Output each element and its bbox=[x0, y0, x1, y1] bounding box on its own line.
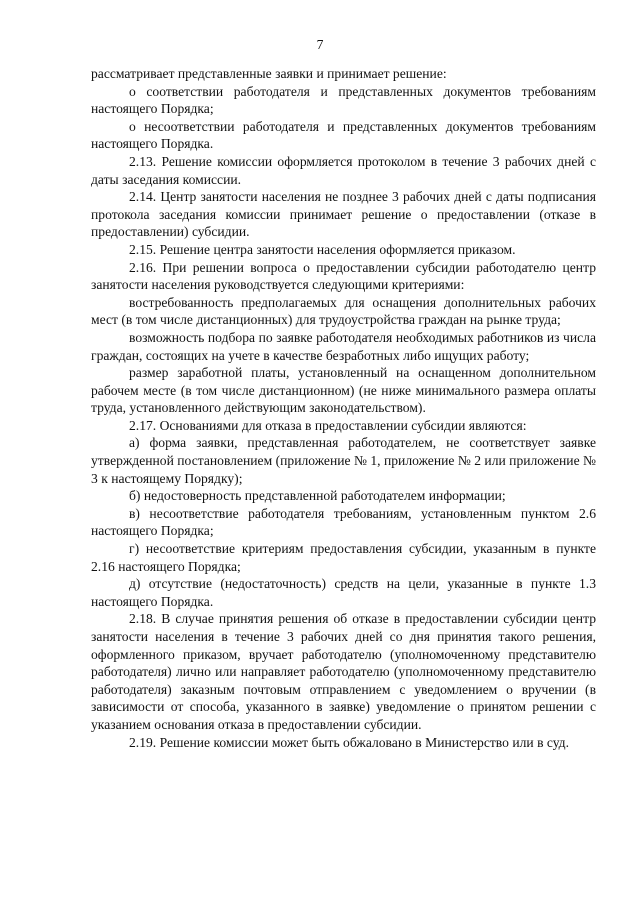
paragraph: 2.18. В случае принятия решения об отказе в предоставлении субсидии центр занятости населения в течение 3 рабочих дней со дня принятия такого решения, оформленного приказом, вручает работодателю (уполномоченному представителю работодателя) лично или направляет работодателю (уполномоченному представителю работодателя) заказным почтовым отправлением с уведомлением о вручении (в зависимости от способа, указанного в заявке) уведомление о принятом решении с указанием основания отказа в предоставлении субсидии. bbox=[91, 611, 596, 732]
paragraph: о соответствии работодателя и представленных документов требованиям настоящего Порядка; bbox=[91, 83, 596, 117]
paragraph: б) недостоверность представленной работодателем информации; bbox=[129, 488, 506, 504]
paragraph: д) отсутствие (недостаточность) средств на цели, указанные в пункте 1.3 настоящего Порядка. bbox=[91, 576, 596, 609]
paragraph: 2.13. Решение комиссии оформляется протоколом в течение 3 рабочих дней с даты заседания комиссии. bbox=[91, 153, 596, 187]
paragraph: о несоответствии работодателя и представленных документов требованиям настоящего Порядка. bbox=[91, 118, 596, 152]
paragraph: 2.19. Решение комиссии может быть обжаловано в Министерство или в суд. bbox=[129, 734, 569, 750]
paragraph: 2.14. Центр занятости населения не позднее 3 рабочих дней с даты подписания протокола заседания комиссии принимает решение о предоставлении (отказе в предоставлении) субсидии. bbox=[91, 189, 596, 240]
page-number: 7 bbox=[316, 37, 324, 52]
paragraph: востребованность предполагаемых для оснащения дополнительных рабочих мест (в том числе дистанционных) для трудоустройства граждан на рынке труда; bbox=[91, 294, 596, 328]
paragraph: рассматривает представленные заявки и принимает решение: bbox=[91, 66, 447, 81]
paragraph: 2.17. Основаниями для отказа в предоставлении субсидии являются: bbox=[129, 417, 527, 433]
paragraph: возможность подбора по заявке работодателя необходимых работников из числа граждан, состоящих на учете в качестве безработных либо ищущих работу; bbox=[91, 329, 596, 363]
paragraph: а) форма заявки, представленная работодателем, не соответствует заявке утвержденной постановлением (приложение № 1, приложение № 2 или приложение № 3 к настоящему Порядку); bbox=[91, 435, 596, 486]
paragraph: в) несоответствие работодателя требованиям, установленным пунктом 2.6 настоящего Порядка; bbox=[91, 505, 596, 539]
paragraph: размер заработной платы, установленный на оснащенном дополнительном рабочем месте (в том числе дистанционном) (не ниже минимального размера оплаты труда, установленного действующим законодательством). bbox=[91, 365, 596, 416]
paragraph: 2.15. Решение центра занятости населения оформляется приказом. bbox=[129, 241, 516, 257]
paragraph: г) несоответствие критериям предоставления субсидии, указанным в пункте 2.16 настоящего Порядка; bbox=[91, 541, 596, 574]
paragraph: 2.16. При решении вопроса о предоставлении субсидии работодателю центр занятости населения руководствуется следующими критериями: bbox=[91, 259, 596, 293]
body-text bbox=[91, 65, 596, 751]
